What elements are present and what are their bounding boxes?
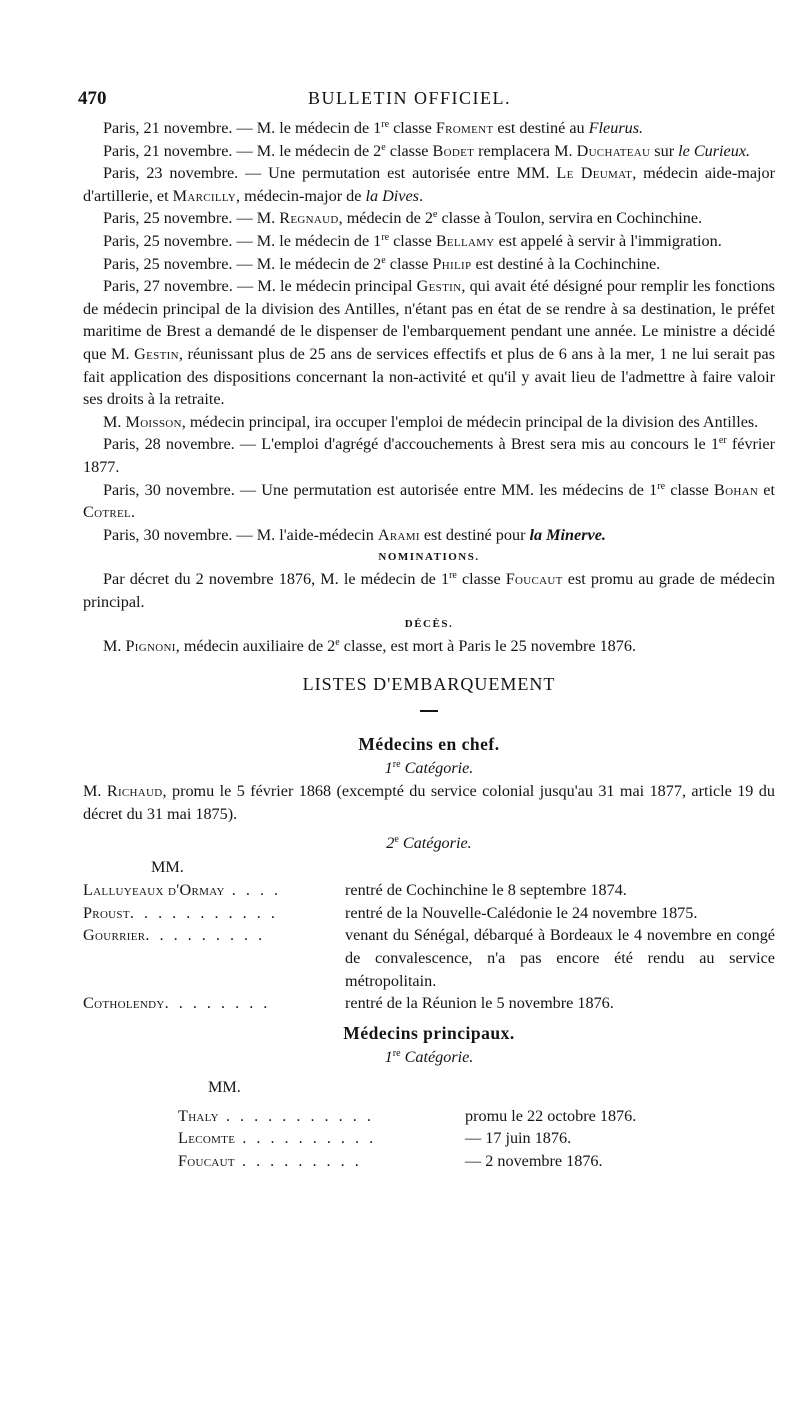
paragraph: M. Pignoni, médecin auxiliaire de 2e classe, est mort à Paris le 25 novembre 1876. [103,637,636,656]
entry-name: Lecomte . . . . . . . . . . [178,1129,377,1148]
list-item [83,1105,775,1128]
paragraph: M. Moisson, médecin principal, ira occuper l'emploi de médecin principal de la division des Antilles. [103,412,759,431]
paragraph: Paris, 25 novembre. — M. Regnaud, médecin de 2e classe à Toulon, servira en Cochinchine. [103,209,703,228]
paragraph: Paris, 27 novembre. — M. le médecin principal Gestin, qui avait été désigné pour remplir les fonctions de médecin principal de la division des Antilles, n'étant pas en état de se rendre à sa destination, le préfet maritime de Brest a demandé de le dispenser de l'embarquement pendant une année. Le ministre a décidé que M. Gestin, réunissant plus de 25 ans de services effectifs et plus de 6 ans à la mer, 1 ne lui serait pas fait application des dispositions concernant la non-activité et qu'il y avait lieu de l'admettre à faire valoir ses droits à la retraite. [83,277,776,409]
category-heading: 1re Catégorie. [384,759,474,778]
entry-description: promu le 22 octobre 1876. [465,1106,637,1125]
heading-deces: DÉCÈS. [404,618,454,631]
paragraph: Paris, 25 novembre. — M. le médecin de 2e classe Philip est destiné à la Cochinchine. [103,254,661,273]
entry-name: Proust. . . . . . . . . . . [83,903,278,922]
category-heading: 1re Catégorie. [384,1047,474,1066]
entry-description: venant du Sénégal, débarqué à Bordeaux le 4 novembre en congé de convalescence, n'a pas encore été rendu au service métropolitain. [345,926,775,990]
page-header [78,88,778,112]
paragraph: Paris, 23 novembre. — Une permutation est autorisée entre MM. Le Deumat, médecin aide-major d'artillerie, et Marcilly, médecin-major de la Dives. [83,164,775,205]
page-body [83,117,775,1173]
entry-description: rentré de la Réunion le 5 novembre 1876. [345,994,614,1013]
paragraph: Paris, 25 novembre. — M. le médecin de 1re classe Bellamy est appelé à servir à l'immigration. [103,231,722,250]
list-item [83,902,775,925]
entry-description: — 2 novembre 1876. [465,1152,603,1170]
paragraph: Paris, 21 novembre. — M. le médecin de 1re classe Froment est destiné au Fleurus. [103,119,644,137]
entry-name: Foucaut . . . . . . . . . [178,1152,362,1170]
paragraph: Paris, 21 novembre. — M. le médecin de 2e classe Bodet remplacera M. Duchateau sur le Curieux. [103,141,751,160]
entry-name: Gourrier. . . . . . . . . [83,926,266,945]
list-item [83,879,775,902]
heading-nominations: NOMINATIONS. [378,551,480,564]
entry-name: Cotholendy. . . . . . . . [83,994,271,1013]
list-item [83,992,775,1015]
paragraph: M. Richaud, promu le 5 février 1868 (excempté du service colonial jusqu'au 31 mai 1877, article 19 du décret du 31 mai 1875). [83,782,775,823]
mm-label: MM. [151,858,184,877]
running-title: BULLETIN OFFICIEL. [308,88,511,108]
paragraph: Paris, 30 novembre. — Une permutation est autorisée entre MM. les médecins de 1re classe Bohan et Cotrel. [83,480,775,522]
paragraph: Paris, 28 novembre. — L'emploi d'agrégé d'accouchements à Brest sera mis au concours le 1er février 1877. [83,435,775,476]
mm-label: MM. [208,1077,241,1096]
list-item [83,1150,775,1173]
category-heading: 2e Catégorie. [386,834,472,853]
page-number: 470 [78,88,107,109]
heading-listes: LISTES D'EMBARQUEMENT [302,674,556,695]
entry-name: Lalluyeaux d'Ormay . . . . [83,881,282,900]
paragraph: Paris, 30 novembre. — M. l'aide-médecin Arami est destiné pour la Minerve. [103,525,606,544]
list-item [83,1127,775,1150]
entry-name: Thaly . . . . . . . . . . . [178,1106,374,1125]
list-item [83,924,775,992]
entry-description: rentré de Cochinchine le 8 septembre 1874. [345,881,627,900]
paragraph: Par décret du 2 novembre 1876, M. le médecin de 1re classe Foucaut est promu au grade de médecin principal. [83,570,775,611]
entry-description: — 17 juin 1876. [465,1129,572,1148]
section-title-medecins-en-chef: Médecins en chef. [358,734,500,755]
entry-description: rentré de la Nouvelle-Calédonie le 24 novembre 1875. [345,903,698,922]
section-divider [420,710,438,712]
section-title-medecins-principaux: Médecins principaux. [343,1022,515,1043]
